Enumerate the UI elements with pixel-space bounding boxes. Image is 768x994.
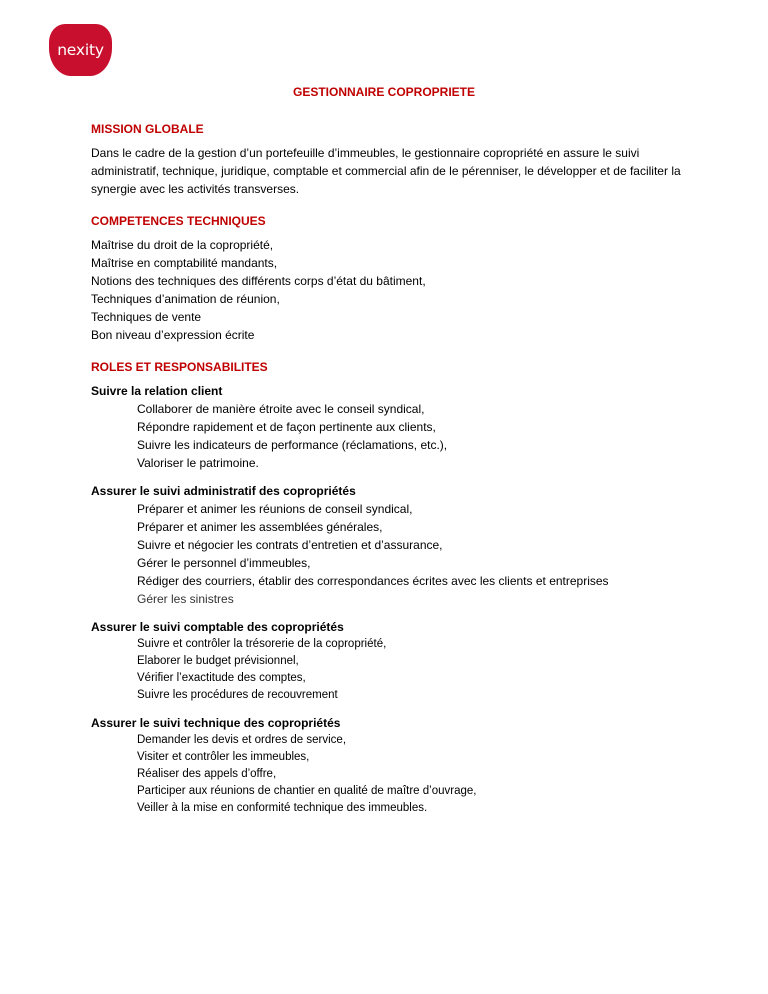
role-item: Rédiger des courriers, établir des correspondances écrites avec les clients et entreprises <box>137 574 609 588</box>
role-group-list <box>91 500 701 608</box>
role-item: Suivre et négocier les contrats d’entretien et d’assurance, <box>137 538 443 552</box>
role-item: Participer aux réunions de chantier en qualité de maître d’ouvrage, <box>137 785 477 797</box>
role-item: Valoriser le patrimoine. <box>137 456 259 470</box>
role-item: Répondre rapidement et de façon pertinente aux clients, <box>137 420 436 434</box>
role-group-title: Assurer le suivi comptable des copropriétés <box>91 620 344 634</box>
mission-text: Dans le cadre de la gestion d’un portefeuille d’immeubles, le gestionnaire copropriété en assure le suivi administratif, technique, juridique, comptable et commercial afin de le pérenniser, le développer et de faciliter la synergie avec les activités transverses. <box>91 146 681 196</box>
role-group-list <box>91 636 701 704</box>
document-title: GESTIONNAIRE COPROPRIETE <box>292 85 476 99</box>
competence-item: Techniques d’animation de réunion, <box>91 292 280 306</box>
role-item: Elaborer le budget prévisionnel, <box>137 655 299 667</box>
role-item: Suivre et contrôler la trésorerie de la copropriété, <box>137 638 387 650</box>
role-item: Gérer les sinistres <box>137 592 234 606</box>
logo-text: nexity <box>57 41 104 59</box>
role-group-list <box>91 732 701 817</box>
role-item: Préparer et animer les réunions de conseil syndical, <box>137 502 413 516</box>
document-body <box>91 120 701 827</box>
competence-item: Maîtrise du droit de la copropriété, <box>91 238 274 252</box>
nexity-logo <box>49 24 112 76</box>
competences-heading: COMPETENCES TECHNIQUES <box>91 214 266 228</box>
role-item: Préparer et animer les assemblées générales, <box>137 520 383 534</box>
competence-item: Bon niveau d’expression écrite <box>91 328 255 342</box>
role-group-title: Suivre la relation client <box>91 384 223 398</box>
role-item: Réaliser des appels d’offre, <box>137 768 277 780</box>
role-group-list <box>91 400 701 472</box>
role-item: Demander les devis et ordres de service, <box>137 734 347 746</box>
role-item: Veiller à la mise en conformité technique des immeubles. <box>137 802 428 814</box>
role-item: Gérer le personnel d’immeubles, <box>137 556 311 570</box>
competence-item: Techniques de vente <box>91 310 202 324</box>
competence-item: Notions des techniques des différents corps d’état du bâtiment, <box>91 274 426 288</box>
role-group-title: Assurer le suivi technique des copropriétés <box>91 716 341 730</box>
role-group-title: Assurer le suivi administratif des copropriétés <box>91 484 356 498</box>
mission-heading: MISSION GLOBALE <box>91 122 204 136</box>
competence-item: Maîtrise en comptabilité mandants, <box>91 256 278 270</box>
role-item: Suivre les indicateurs de performance (réclamations, etc.), <box>137 438 448 452</box>
role-item: Vérifier l’exactitude des comptes, <box>137 672 306 684</box>
roles-heading: ROLES ET RESPONSABILITES <box>91 360 268 374</box>
role-item: Suivre les procédures de recouvrement <box>137 689 338 701</box>
role-item: Collaborer de manière étroite avec le conseil syndical, <box>137 402 425 416</box>
role-item: Visiter et contrôler les immeubles, <box>137 751 310 763</box>
competences-list <box>91 236 701 344</box>
